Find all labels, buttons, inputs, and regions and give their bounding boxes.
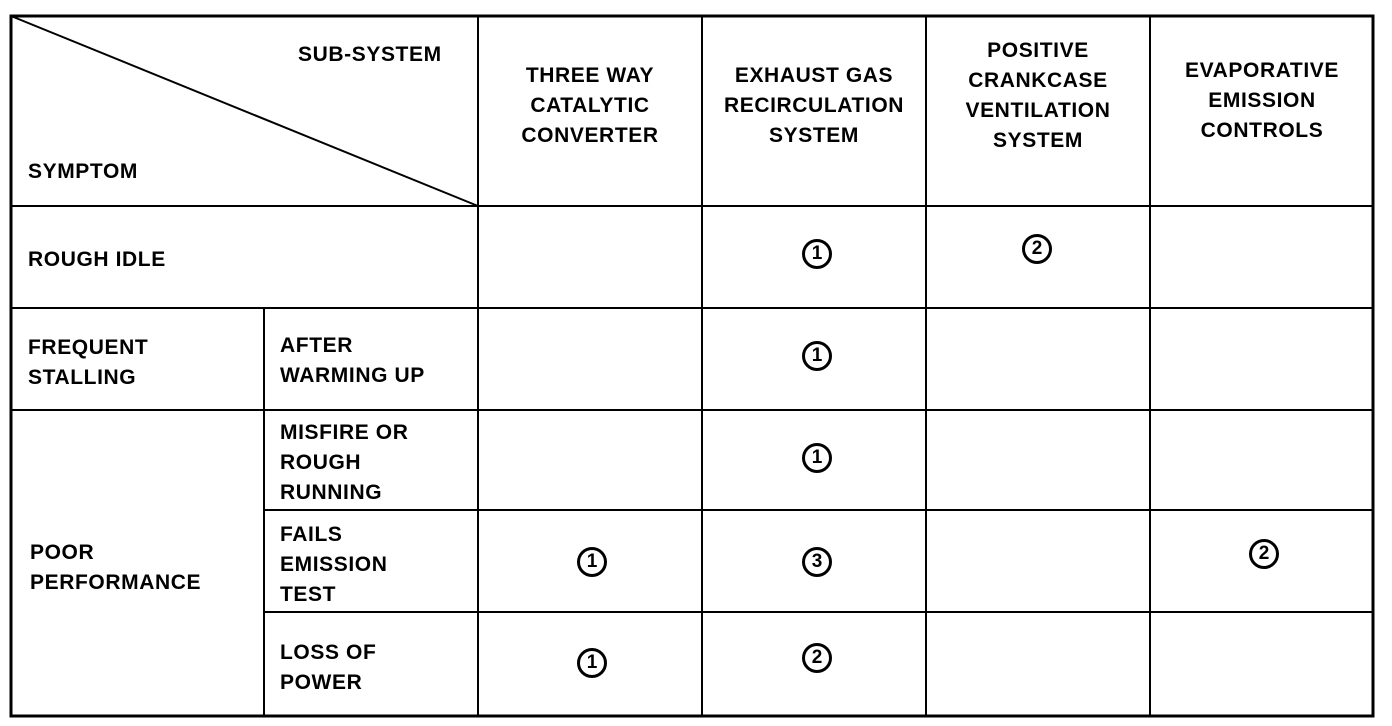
priority-mark-rough-idle-pcv: 2 <box>1022 234 1052 264</box>
column-header-positive-crankcase-ventilation: POSITIVE CRANKCASE VENTILATION SYSTEM <box>965 39 1111 152</box>
subsystem-corner-label: SUB-SYSTEM <box>298 43 442 66</box>
row-label-rough-idle: ROUGH IDLE <box>28 248 166 271</box>
row-label-misfire-or-rough-running: MISFIRE OR ROUGH RUNNING <box>280 421 409 504</box>
column-header-three-way-catalytic-converter: THREE WAY CATALYTIC CONVERTER <box>521 64 659 147</box>
priority-mark-emission-egr: 3 <box>802 547 832 577</box>
row-label-loss-of-power: LOSS OF POWER <box>280 641 377 694</box>
priority-mark-emission-twc: 1 <box>577 547 607 577</box>
row-label-after-warming-up: AFTER WARMING UP <box>280 334 425 387</box>
priority-mark-power-twc: 1 <box>577 648 607 678</box>
priority-mark-power-egr: 2 <box>802 643 832 673</box>
row-label-fails-emission-test: FAILS EMISSION TEST <box>280 523 388 606</box>
column-header-exhaust-gas-recirculation: EXHAUST GAS RECIRCULATION SYSTEM <box>723 64 905 147</box>
symptom-corner-label: SYMPTOM <box>28 160 138 183</box>
priority-mark-stalling-egr: 1 <box>802 341 832 371</box>
row-label-frequent-stalling: FREQUENT STALLING <box>28 336 149 389</box>
row-label-poor-performance: POOR PERFORMANCE <box>30 541 202 594</box>
priority-mark-emission-evap: 2 <box>1249 539 1279 569</box>
priority-mark-rough-idle-egr: 1 <box>802 239 832 269</box>
column-header-evaporative-emission-controls: EVAPORATIVE EMISSION CONTROLS <box>1184 59 1339 142</box>
priority-mark-misfire-egr: 1 <box>802 443 832 473</box>
